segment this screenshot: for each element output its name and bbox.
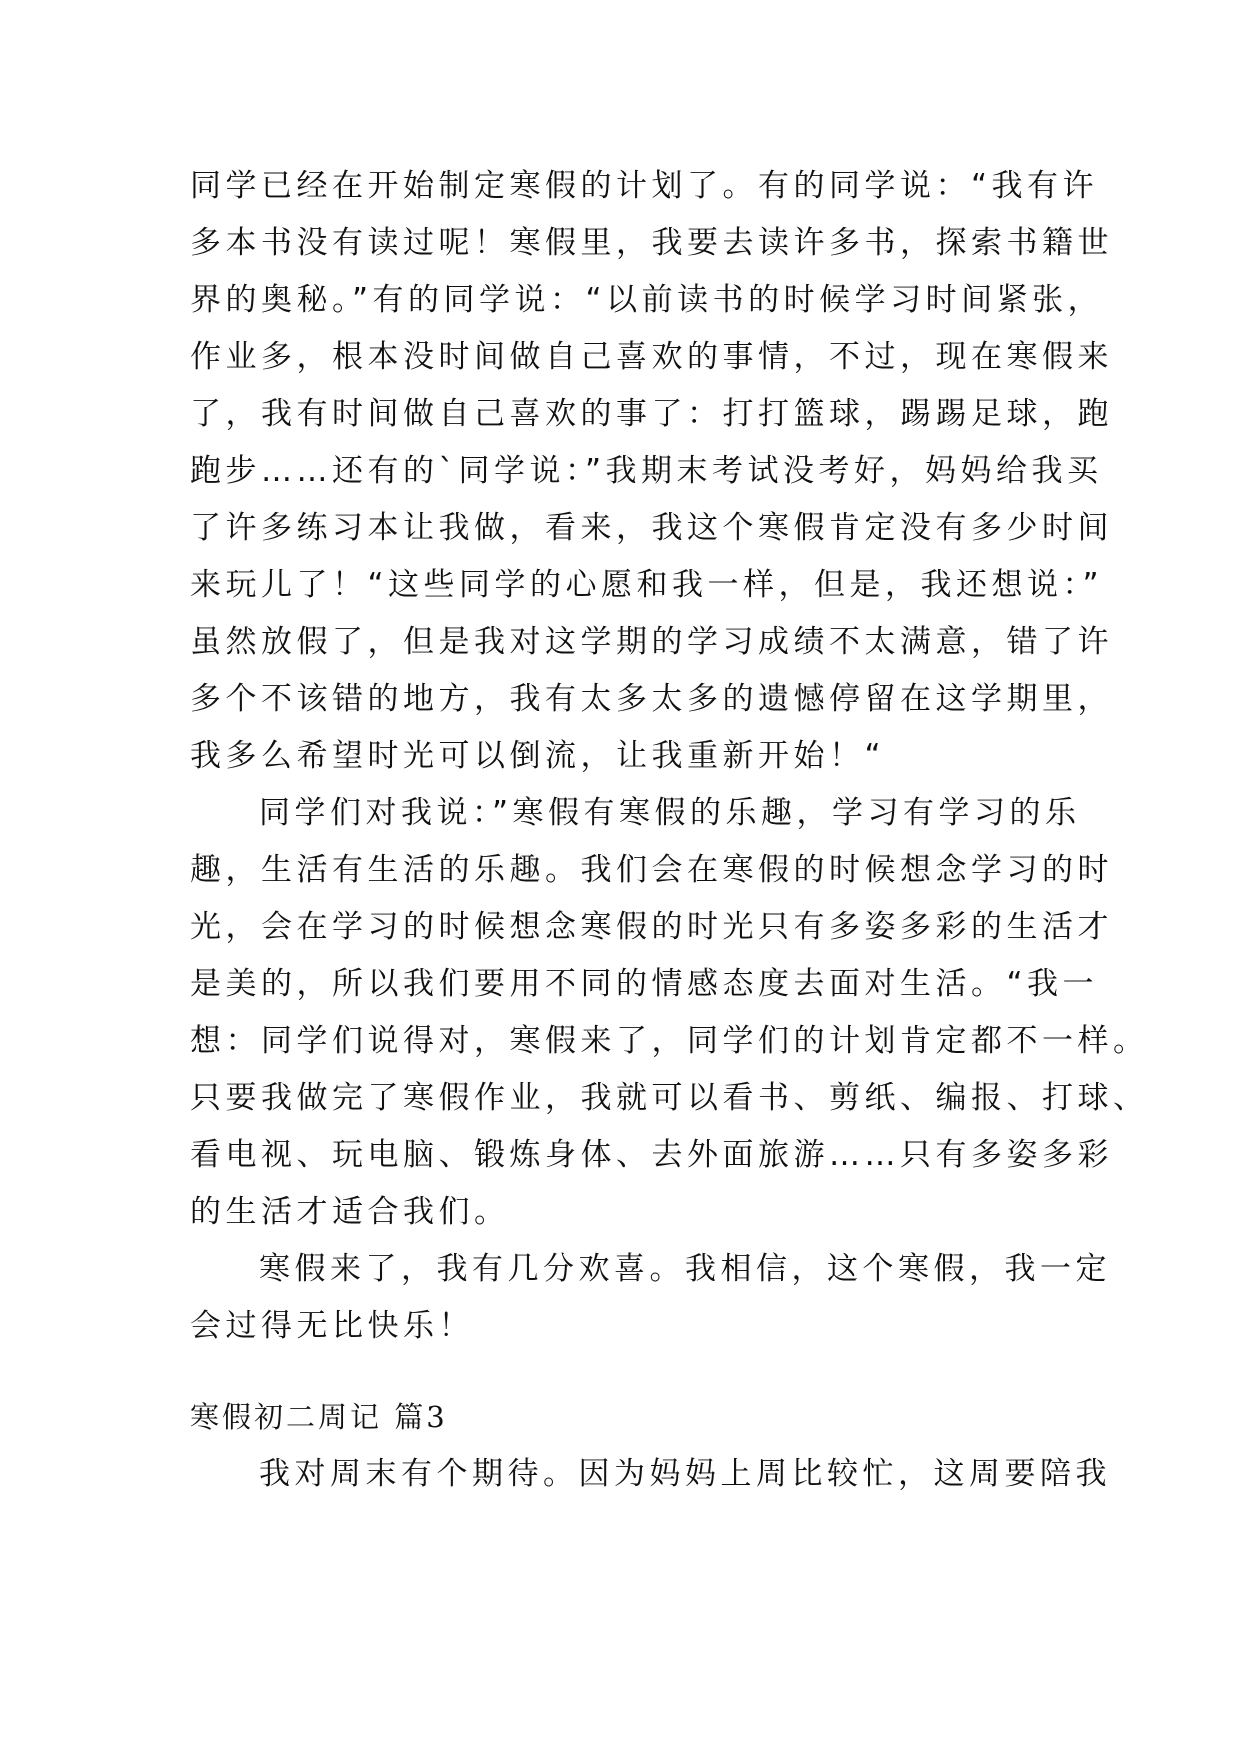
section-heading: 寒假初二周记 篇3 <box>190 1400 448 1434</box>
text-line: 我对周末有个期待。因为妈妈上周比较忙，这周要陪我 <box>259 1456 1111 1492</box>
text-line: 看电视、玩电脑、锻炼身体、去外面旅游……只有多姿多彩 <box>190 1137 1113 1173</box>
text-line: 只要我做完了寒假作业，我就可以看书、剪纸、编报、打球、 <box>190 1080 1149 1116</box>
text-line: 想：同学们说得对，寒假来了，同学们的计划肯定都不一样。 <box>190 1023 1149 1059</box>
next-section <box>190 1389 1111 1503</box>
text-line: 跑步……还有的`同学说：”我期末考试没考好，妈妈给我买 <box>190 453 1103 489</box>
text-line: 会过得无比快乐！ <box>190 1308 474 1344</box>
text-line: 同学已经在开始制定寒假的计划了。有的同学说：“我有许 <box>190 168 1099 204</box>
text-line: 来玩儿了！“这些同学的心愿和我一样，但是，我还想说：” <box>190 567 1104 603</box>
text-line: 的生活才适合我们。 <box>190 1194 510 1230</box>
text-line: 趣，生活有生活的乐趣。我们会在寒假的时候想念学习的时 <box>190 852 1113 888</box>
text-line: 是美的，所以我们要用不同的情感态度去面对生活。“我一 <box>190 966 1099 1002</box>
text-line: 作业多，根本没时间做自己喜欢的事情，不过，现在寒假来 <box>190 339 1113 375</box>
text-line: 多本书没有读过呢！寒假里，我要去读许多书，探索书籍世 <box>190 225 1113 261</box>
text-line: 了许多练习本让我做，看来，我这个寒假肯定没有多少时间 <box>190 510 1113 546</box>
text-line: 虽然放假了，但是我对这学期的学习成绩不太满意，错了许 <box>190 624 1113 660</box>
paragraph <box>190 1241 1111 1355</box>
paragraph <box>190 785 1149 1241</box>
text-line: 光，会在学习的时候想念寒假的时光只有多姿多彩的生活才 <box>190 909 1113 945</box>
paragraph <box>190 158 1113 785</box>
text-line: 多个不该错的地方，我有太多太多的遗憾停留在这学期里， <box>190 681 1113 717</box>
text-line: 了，我有时间做自己喜欢的事了：打打篮球，踢踢足球，跑 <box>190 396 1113 432</box>
text-line: 寒假来了，我有几分欢喜。我相信，这个寒假，我一定 <box>259 1251 1111 1287</box>
text-line: 我多么希望时光可以倒流，让我重新开始！“ <box>190 738 886 774</box>
text-line: 同学们对我说：”寒假有寒假的乐趣，学习有学习的乐 <box>259 795 1081 831</box>
text-line: 界的奥秘。”有的同学说：“以前读书的时候学习时间紧张， <box>190 282 1104 318</box>
essay-text <box>190 158 1149 1355</box>
